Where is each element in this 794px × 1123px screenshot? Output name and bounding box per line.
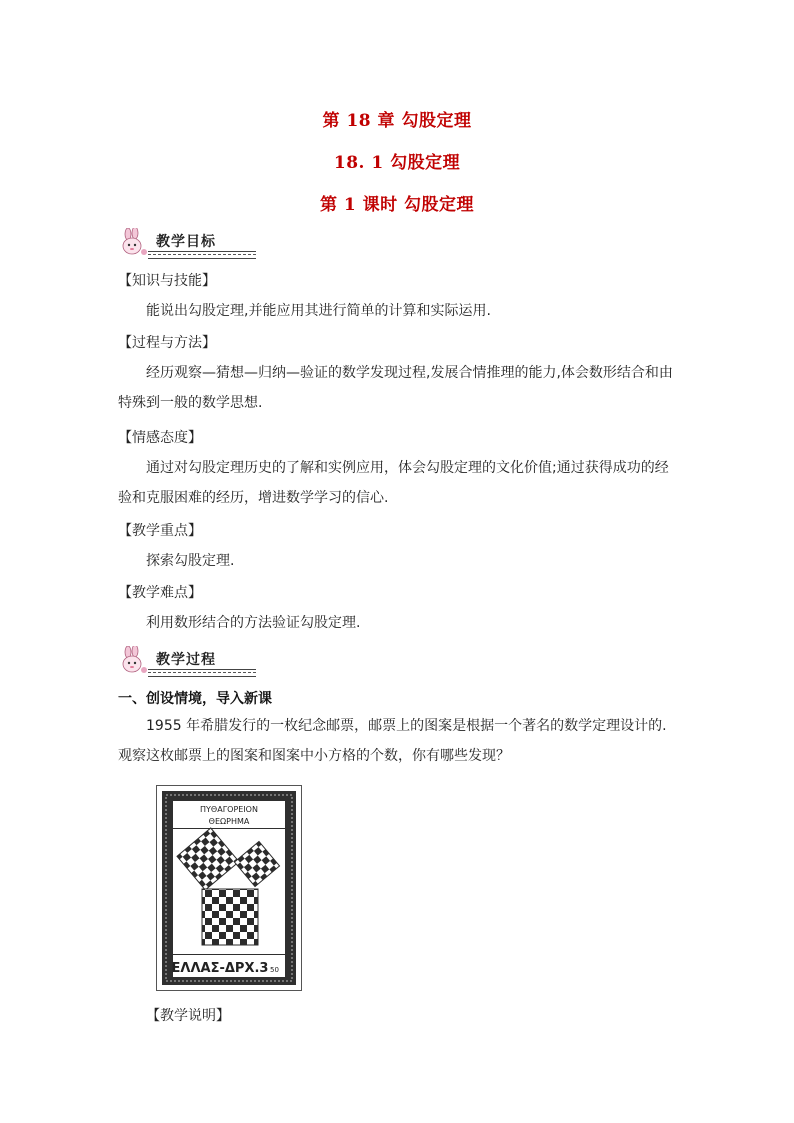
banner-underline (148, 669, 256, 677)
rabbit-mascot-icon (118, 228, 152, 258)
process-banner-label: 教学过程 (156, 652, 216, 668)
pythagoras-stamp-image (156, 785, 302, 991)
knowledge-heading: 【知识与技能】 (118, 273, 216, 289)
attitude-text: 通过对勾股定理历史的了解和实例应用，体会勾股定理的文化价值;通过获得成功的经验和克服困难的经历，增进数学学习的信心. (118, 460, 669, 506)
process-banner (118, 646, 258, 676)
stamp-bottom-text: ΕΛΛΑΣ-ΔΡΧ.3 (171, 961, 269, 976)
method-text: 经历观察—猜想—归纳—验证的数学发现过程,发展合情推理的能力,体会数形结合和由特殊到一般的数学思想. (118, 365, 673, 411)
banner-underline (148, 251, 256, 259)
key-point-heading: 【教学重点】 (118, 523, 202, 539)
lesson-title: 第 1 课时 勾股定理 (319, 195, 475, 215)
goals-banner-label: 教学目标 (156, 234, 216, 250)
section-title: 18. 1 勾股定理 (333, 153, 461, 173)
chapter-title: 第 18 章 勾股定理 (322, 111, 472, 131)
method-heading: 【过程与方法】 (118, 335, 216, 351)
stamp-top-text-2: ΘΕΩΡΗΜΑ (208, 817, 250, 826)
difficulty-text: 利用数形结合的方法验证勾股定理. (146, 615, 361, 631)
teaching-note-heading: 【教学说明】 (146, 1008, 230, 1024)
attitude-heading: 【情感态度】 (118, 430, 202, 446)
rabbit-mascot-icon (118, 646, 152, 676)
stamp-value-small: 50 (270, 966, 279, 974)
part1-title: 一、创设情境，导入新课 (118, 691, 272, 707)
goals-banner (118, 228, 258, 258)
difficulty-heading: 【教学难点】 (118, 585, 202, 601)
knowledge-text: 能说出勾股定理,并能应用其进行简单的计算和实际运用. (146, 303, 491, 319)
part1-text: 1955 年希腊发行的一枚纪念邮票，邮票上的图案是根据一个著名的数学定理设计的.观察这枚邮票上的图案和图案中小方格的个数，你有哪些发现？ (118, 718, 667, 764)
stamp-top-text-1: ΠΥΘΑΓΟΡΕΙΟΝ (200, 805, 258, 814)
key-point-text: 探索勾股定理. (146, 553, 235, 569)
stamp-square-bottom (202, 889, 258, 945)
